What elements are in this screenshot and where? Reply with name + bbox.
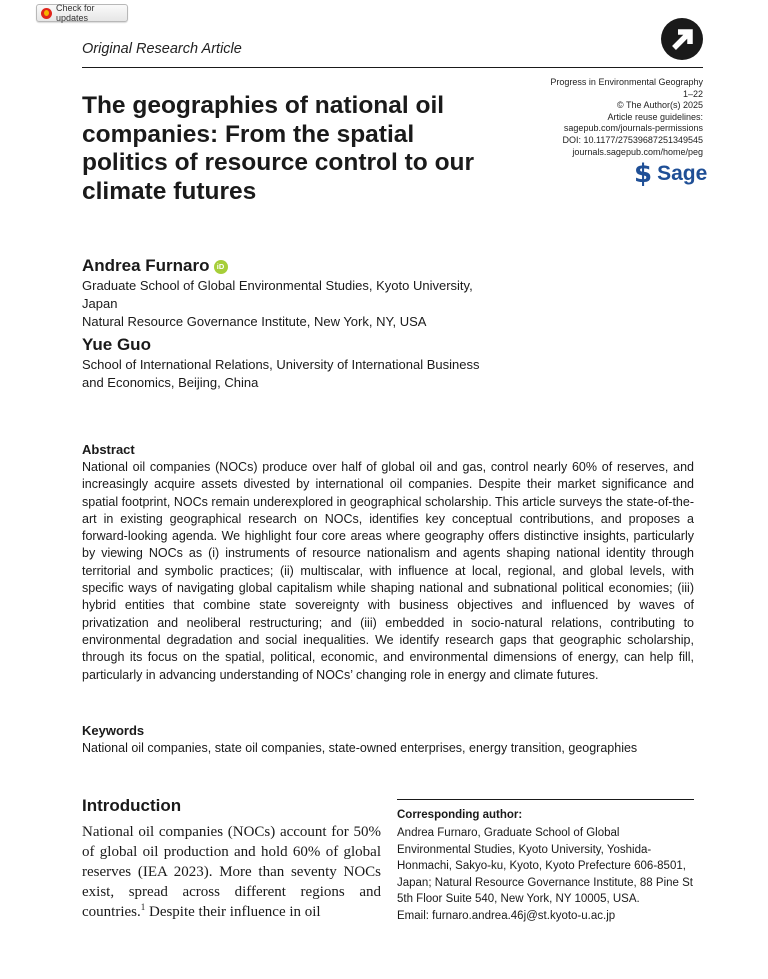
author-name-text: Yue Guo: [82, 335, 151, 354]
reuse-label: Article reuse guidelines:: [607, 111, 703, 122]
introduction-text-part: National oil companies (NOCs) account for 50% of global oil production and hold 60% of global reserves (IEA 2023). More than seventy NOCs exist, spread across different regions and countries.: [82, 824, 381, 920]
copyright: © The Author(s) 2025: [616, 100, 703, 111]
corresponding-heading: Corresponding author:: [397, 809, 523, 821]
corresponding-line: Andrea Furnaro, Graduate School of Global: [397, 827, 620, 839]
abstract-text: National oil companies (NOCs) produce over half of global oil and gas, control nearly 60% of reserves, and increasingly acquire assets divested by international oil companies. Despite their market significance and spatial footprint, NOCs remain underexplored in geographical scholarship. This article surveys the state-of-the-art in existing geographical research on NOCs, identifies key conceptual contributions, and proposes a forward-looking agenda. We highlight four core areas where geography offers distinctive insights, particularly by viewing NOCs as (i) instruments of resource nationalism and agents shaping national identity through territorial and symbolic practices; (ii) multiscalar, with influence at local, regional, and global levels, with specific ways of navigating global capitalism while shaping national and subnational political economies; (iii) hybrid entities that combine state sovereignty with business objectives and influenced by waves of privatization and neoliberal restructuring; and (iii) embedded in socio-natural relations, contributing to environmental degradation and social inequalities. We identify research gaps that geographic scholarship, through its focus on the spatial, political, economic, and environmental dimensions of energy, can help fill, particularly in advancing understanding of NOCs’ changing role in energy and climate futures.: [82, 460, 694, 682]
corresponding-rule: [397, 799, 694, 800]
corresponding-details: [397, 825, 697, 924]
author-name: [82, 256, 228, 276]
journal-metadata: [503, 77, 703, 158]
orcid-icon[interactable]: iD: [214, 260, 228, 274]
author-name-text: Andrea Furnaro: [82, 256, 210, 275]
author-affiliation: School of International Relations, University of International Business and Economics, Beijing, China: [82, 357, 480, 390]
journal-arrow-icon: [661, 18, 703, 60]
corresponding-line: Japan; Natural Resource Governance Institute, 88 Pine St: [397, 876, 693, 889]
article-type: Original Research Article: [82, 41, 242, 57]
journal-name: Progress in Environmental Geography: [550, 77, 703, 87]
author-name: [82, 335, 151, 355]
keywords-text: National oil companies, state oil companies, state-owned enterprises, energy transition, geographies: [82, 741, 638, 755]
introduction-text-part: Despite their influence in oil: [145, 904, 321, 920]
author-affiliation: Natural Resource Governance Institute, New York, NY, USA: [82, 314, 427, 329]
check-for-updates-button[interactable]: [36, 4, 128, 22]
reuse-link[interactable]: sagepub.com/journals-permissions: [563, 123, 703, 134]
introduction-heading: Introduction: [82, 796, 182, 815]
corresponding-line: Honmachi, Sakyo-ku, Kyoto, Kyoto Prefecture 606-8501,: [397, 860, 686, 872]
check-for-updates-label: Check for updates: [56, 3, 95, 23]
sage-logo: [634, 159, 708, 189]
corresponding-line: Environmental Studies, Kyoto University, Yoshida-: [397, 843, 652, 856]
keywords-heading: Keywords: [82, 723, 145, 738]
corresponding-email[interactable]: Email: furnaro.andrea.46j@st.kyoto-u.ac.jp: [397, 909, 616, 922]
footnote-marker[interactable]: 1: [140, 902, 146, 912]
doi-link[interactable]: DOI: 10.1177/27539687251349545: [562, 134, 703, 145]
author-affiliation: Graduate School of Global Environmental Studies, Kyoto University, Japan: [82, 278, 473, 311]
header-rule: [82, 67, 703, 68]
corresponding-line: 5th Floor Suite 540, New York, NY 10005, USA.: [397, 893, 640, 905]
abstract-heading: Abstract: [82, 442, 135, 457]
sage-wordmark: Sage: [657, 162, 708, 185]
page-range: 1–22: [682, 88, 703, 99]
journal-home-link[interactable]: journals.sagepub.com/home/peg: [572, 146, 703, 157]
article-title: The geographies of national oil companies: From the spatial politics of resource control to our climate futures: [82, 92, 475, 205]
crossmark-icon: [41, 8, 52, 19]
sage-s-icon: $: [634, 159, 653, 189]
introduction-text: [82, 822, 381, 922]
